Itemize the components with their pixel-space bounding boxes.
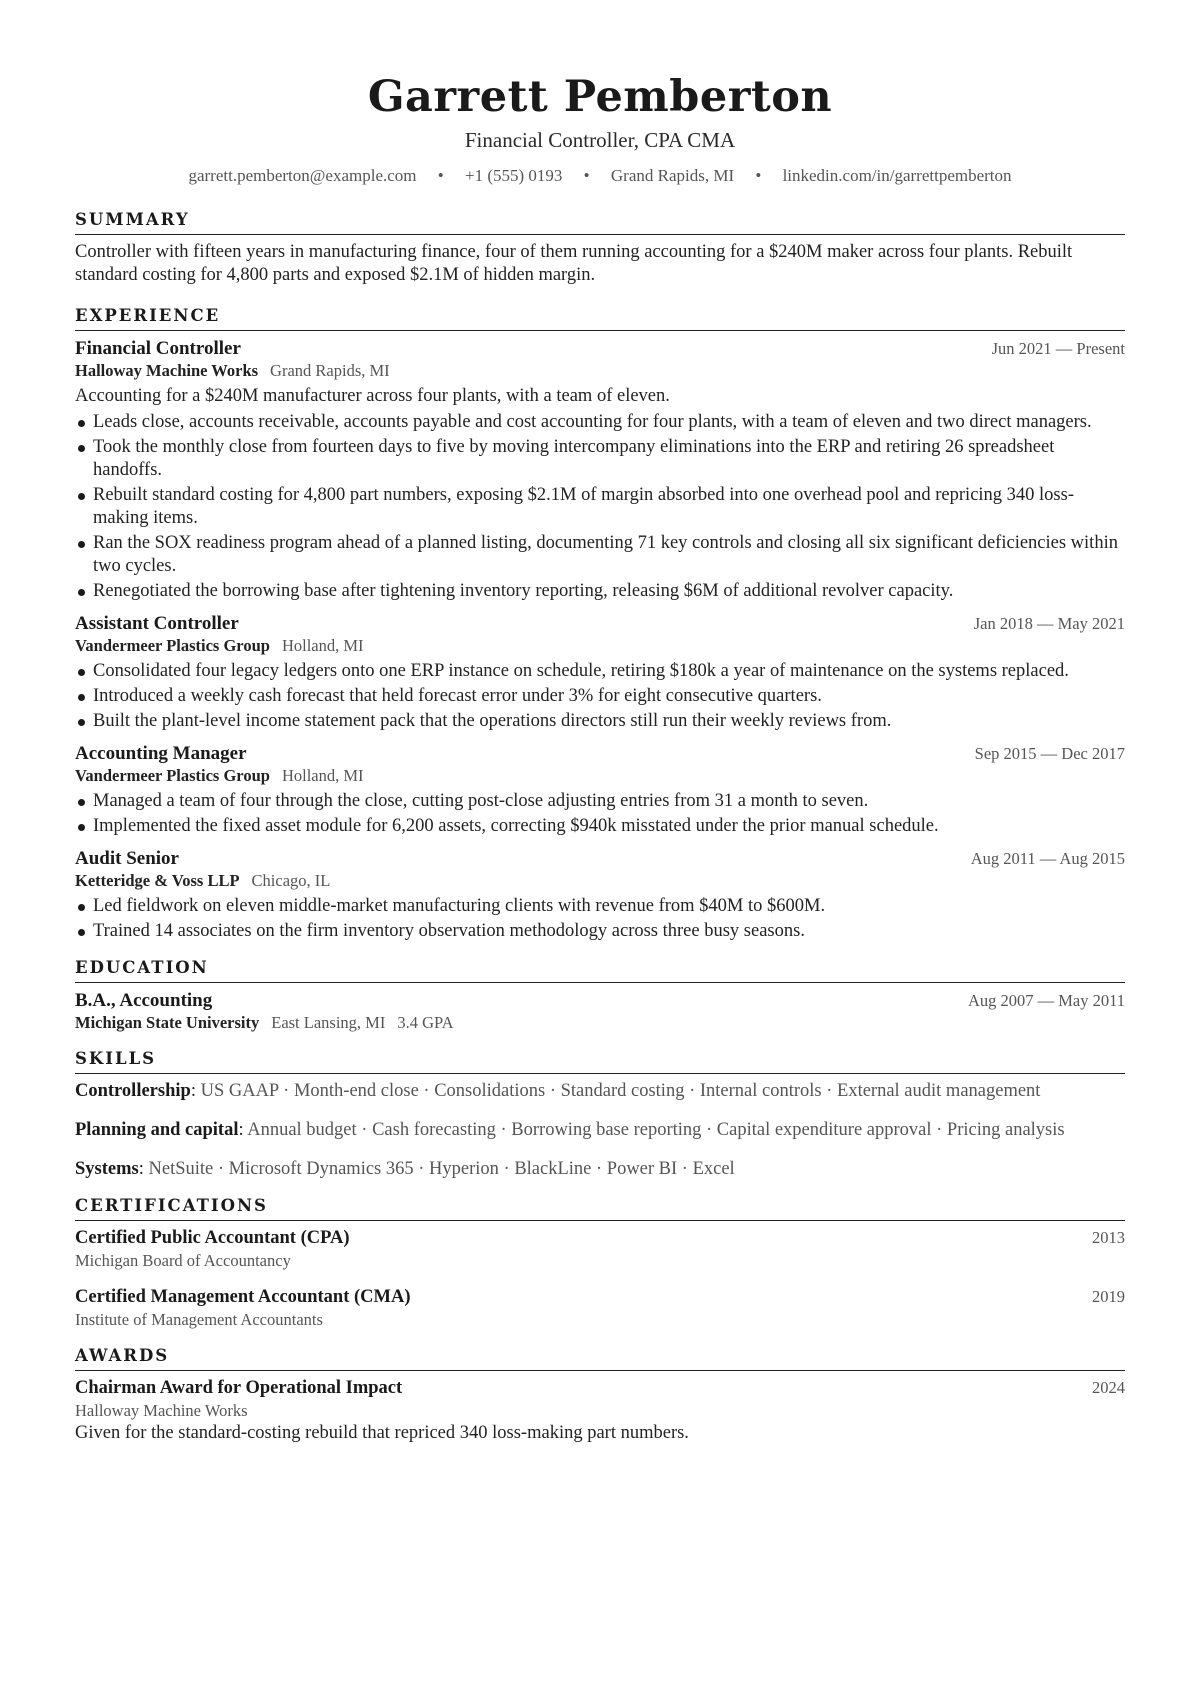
candidate-title: Financial Controller, CPA CMA [464, 128, 736, 152]
job-dates: Aug 2011 — Aug 2015 [970, 849, 1125, 868]
certification-name: Certified Public Accountant (CPA) [75, 1228, 350, 1248]
summary-text: Controller with fifteen years in manufacturing finance, four of them running accounting for a $240M maker across four plants. Rebuilt standard costing for 4,800 parts and exposed $2.1M of hidden margin. [75, 242, 1073, 285]
bullet-dot-icon [78, 929, 85, 936]
contact-separator: • [755, 166, 762, 185]
bullet-item: Leads close, accounts receivable, accounts payable and cost accounting for four plants, with a team of eleven and two direct managers. [75, 411, 1125, 434]
bullet-item: Introduced a weekly cash forecast that held forecast error under 3% for eight consecutive quarters. [75, 685, 1125, 708]
certifications-section [75, 1195, 1125, 1331]
certification-issuer: Michigan Board of Accountancy [75, 1251, 291, 1270]
job-role: Financial Controller [75, 338, 241, 359]
job-role: Audit Senior [75, 848, 179, 869]
bullet-item: Built the plant-level income statement pack that the operations directors still run their weekly reviews from. [75, 710, 1125, 733]
section-heading: EXPERIENCE [75, 305, 1125, 331]
job-dates: Jun 2021 — Present [991, 339, 1125, 358]
job-location: Grand Rapids, MI [270, 361, 390, 380]
summary-section [75, 209, 1125, 287]
bullet-item: Managed a team of four through the close, cutting post-close adjusting entries from 31 a month to seven. [75, 790, 1125, 813]
school-location: East Lansing, MI [271, 1013, 386, 1032]
bullet-item: Consolidated four legacy ledgers onto one ERP instance on schedule, retiring $180k a year of maintenance on the systems replaced. [75, 660, 1125, 683]
certification-entry [75, 1286, 1125, 1331]
skill-group: Controllership: US GAAP · Month-end close · Consolidations · Standard costing · Internal controls · External audit management [75, 1081, 1041, 1101]
section-heading: SKILLS [75, 1048, 1125, 1074]
bullet-dot-icon [78, 589, 85, 596]
section-heading: AWARDS [75, 1345, 1125, 1371]
job-dates: Sep 2015 — Dec 2017 [974, 744, 1125, 763]
section-heading: SUMMARY [75, 209, 1125, 235]
education-entry [75, 989, 1125, 1034]
job-role: Accounting Manager [75, 743, 247, 764]
contact-line [75, 165, 1125, 187]
skill-items: US GAAP · Month-end close · Consolidations · Standard costing · Internal controls · External audit management [200, 1081, 1041, 1101]
skill-items: Annual budget · Cash forecasting · Borrowing base reporting · Capital expenditure approval · Pricing analysis [247, 1120, 1065, 1140]
section-heading: EDUCATION [75, 957, 1125, 983]
award-name: Chairman Award for Operational Impact [75, 1378, 403, 1398]
skill-items: NetSuite · Microsoft Dynamics 365 · Hyperion · BlackLine · Power BI · Excel [148, 1159, 735, 1179]
job-bullets [75, 790, 1125, 838]
job-entry [75, 337, 1125, 603]
job-entry [75, 742, 1125, 838]
job-dates: Jan 2018 — May 2021 [973, 614, 1125, 633]
bullet-dot-icon [78, 694, 85, 701]
bullet-dot-icon [78, 420, 85, 427]
job-description: Accounting for a $240M manufacturer across four plants, with a team of eleven. [75, 386, 670, 406]
bullet-dot-icon [78, 799, 85, 806]
school-name: Michigan State University [75, 1013, 260, 1032]
skill-group: Systems: NetSuite · Microsoft Dynamics 365 · Hyperion · BlackLine · Power BI · Excel [75, 1159, 735, 1179]
bullet-dot-icon [78, 904, 85, 911]
section-heading: CERTIFICATIONS [75, 1195, 1125, 1221]
bullet-item: Ran the SOX readiness program ahead of a planned listing, documenting 71 key controls and closing all six significant deficiencies within two cycles. [75, 532, 1125, 578]
certification-year: 2013 [1092, 1228, 1125, 1247]
job-location: Holland, MI [281, 766, 364, 785]
job-bullets [75, 660, 1125, 733]
education-dates: Aug 2007 — May 2011 [967, 991, 1125, 1010]
job-org: Vandermeer Plastics Group [75, 636, 270, 655]
skill-category: Systems [75, 1159, 139, 1179]
job-org: Halloway Machine Works [75, 361, 259, 380]
job-org: Ketteridge & Voss LLP [75, 871, 240, 890]
skill-category: Controllership [75, 1081, 191, 1101]
job-location: Chicago, IL [251, 871, 331, 890]
bullet-item: Implemented the fixed asset module for 6,200 assets, correcting $940k misstated under the prior manual schedule. [75, 815, 1125, 838]
job-role: Assistant Controller [75, 613, 239, 634]
skill-category: Planning and capital [75, 1120, 239, 1140]
job-location: Holland, MI [281, 636, 364, 655]
resume-header [75, 72, 1125, 187]
bullet-item: Took the monthly close from fourteen days to five by moving intercompany eliminations into the ERP and retiring 26 spreadsheet handoffs. [75, 436, 1125, 482]
bullet-item: Renegotiated the borrowing base after tightening inventory reporting, releasing $6M of additional revolver capacity. [75, 580, 1125, 603]
experience-section [75, 305, 1125, 943]
award-entry [75, 1377, 1125, 1445]
contact-separator: • [437, 166, 444, 185]
job-entry [75, 612, 1125, 733]
award-description: Given for the standard-costing rebuild that repriced 340 loss-making part numbers. [75, 1423, 689, 1443]
bullet-dot-icon [78, 669, 85, 676]
contact-separator: • [583, 166, 590, 185]
candidate-name: Garrett Pemberton [367, 72, 833, 122]
award-issuer: Halloway Machine Works [75, 1401, 248, 1420]
job-entry [75, 847, 1125, 943]
certification-issuer: Institute of Management Accountants [75, 1310, 323, 1329]
skills-section [75, 1048, 1125, 1181]
gpa: 3.4 GPA [397, 1013, 454, 1032]
certification-year: 2019 [1092, 1287, 1125, 1306]
contact-linkedin: linkedin.com/in/garrettpemberton [782, 166, 1012, 185]
certification-name: Certified Management Accountant (CMA) [75, 1287, 411, 1307]
degree: B.A., Accounting [75, 990, 213, 1011]
job-org: Vandermeer Plastics Group [75, 766, 270, 785]
bullet-item: Trained 14 associates on the firm inventory observation methodology across three busy seasons. [75, 920, 1125, 943]
bullet-item: Rebuilt standard costing for 4,800 part numbers, exposing $2.1M of margin absorbed into one overhead pool and repricing 340 loss-making items. [75, 484, 1125, 530]
job-bullets [75, 895, 1125, 943]
skill-group: Planning and capital: Annual budget · Cash forecasting · Borrowing base reporting · Capital expenditure approval · Pricing analysis [75, 1120, 1065, 1140]
awards-section [75, 1345, 1125, 1445]
contact-location: Grand Rapids, MI [610, 166, 735, 185]
contact-phone: +1 (555) 0193 [465, 166, 563, 185]
education-section [75, 957, 1125, 1034]
bullet-item: Led fieldwork on eleven middle-market manufacturing clients with revenue from $40M to $600M. [75, 895, 1125, 918]
award-year: 2024 [1092, 1378, 1125, 1397]
bullet-dot-icon [78, 719, 85, 726]
bullet-dot-icon [78, 541, 85, 548]
bullet-dot-icon [78, 445, 85, 452]
contact-email: garrett.pemberton@example.com [188, 166, 417, 185]
bullet-dot-icon [78, 493, 85, 500]
bullet-dot-icon [78, 824, 85, 831]
certification-entry [75, 1227, 1125, 1272]
job-bullets [75, 411, 1125, 603]
